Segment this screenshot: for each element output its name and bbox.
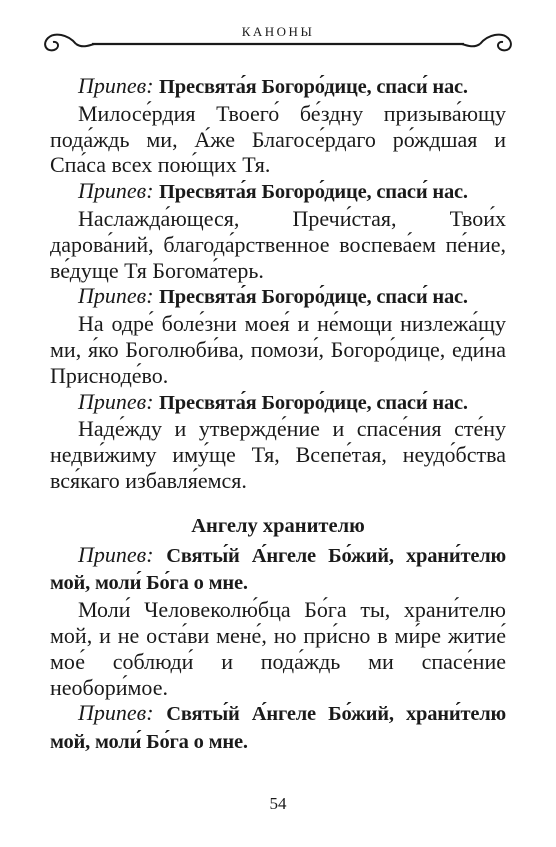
section-title: Ангелу хранителю	[191, 514, 365, 537]
running-header	[32, 14, 524, 60]
refrain-label: Припев:	[78, 73, 154, 98]
refrain	[50, 178, 506, 206]
refrain-text: Пресвята́я Богоро́дице, спаси́ нас.	[159, 391, 468, 414]
refrain-label: Припев:	[78, 541, 154, 567]
refrain	[50, 283, 506, 311]
refrain	[50, 700, 506, 756]
refrain	[50, 389, 506, 417]
verse: Наде́жду и утвержде́ние и спасе́ния сте́ну недви́жиму иму́ще Тя, Всепе́тая, неудо́бства вся́каго избавля́емся.	[50, 416, 506, 493]
page-body	[50, 73, 506, 756]
refrain	[50, 542, 506, 598]
refrain	[50, 73, 506, 101]
refrain-label: Припев:	[78, 388, 154, 414]
verse: На одре́ боле́зни моея́ и не́мощи низлежа́щу ми, я́ко Боголюби́ва, помози́, Богоро́дице, еди́на Присноде́во.	[50, 311, 506, 388]
refrain-text: Пресвята́я Богоро́дице, спаси́ нас.	[159, 286, 468, 309]
refrain-text: Пресвята́я Богоро́дице, спаси́ нас.	[159, 181, 468, 204]
refrain-label: Припев:	[78, 178, 154, 204]
right-curl-arm	[462, 44, 480, 46]
header-title: КАНОНЫ	[241, 24, 315, 39]
refrain-label: Припев:	[78, 700, 154, 726]
verse: Милосе́рдия Твоего́ бе́здну призыва́ющу пода́ждь ми, А́же Благосе́рдаго ро́ждшая и Спа́са всех пою́щих Тя.	[50, 100, 506, 178]
refrain-text: Святы́й А́нгеле Бо́жий, храни́телю мой, моли́ Бо́га о мне.	[50, 703, 507, 754]
left-curl-arm	[76, 44, 94, 46]
verse: Наслажда́ющеся, Пречи́стая, Твои́х дарова́ний, благода́рственное воспева́ем пе́ние, ве́дуще Тя Богома́терь.	[50, 205, 506, 283]
refrain-label: Припев:	[78, 283, 154, 309]
refrain-text: Пресвята́я Богоро́дице, спаси́ нас.	[159, 76, 468, 98]
refrain-text: Святы́й А́нгеле Бо́жий, храни́телю мой, моли́ Бо́га о мне.	[50, 544, 507, 595]
verse: Моли́ Человеколю́бца Бо́га ты, храни́телю мой, и не оста́ви мене́, но при́сно в ми́ре житие́ мое́ соблюди́ и пода́ждь ми спасе́ние необори́мое.	[50, 597, 506, 700]
page-number: 54	[269, 794, 287, 813]
